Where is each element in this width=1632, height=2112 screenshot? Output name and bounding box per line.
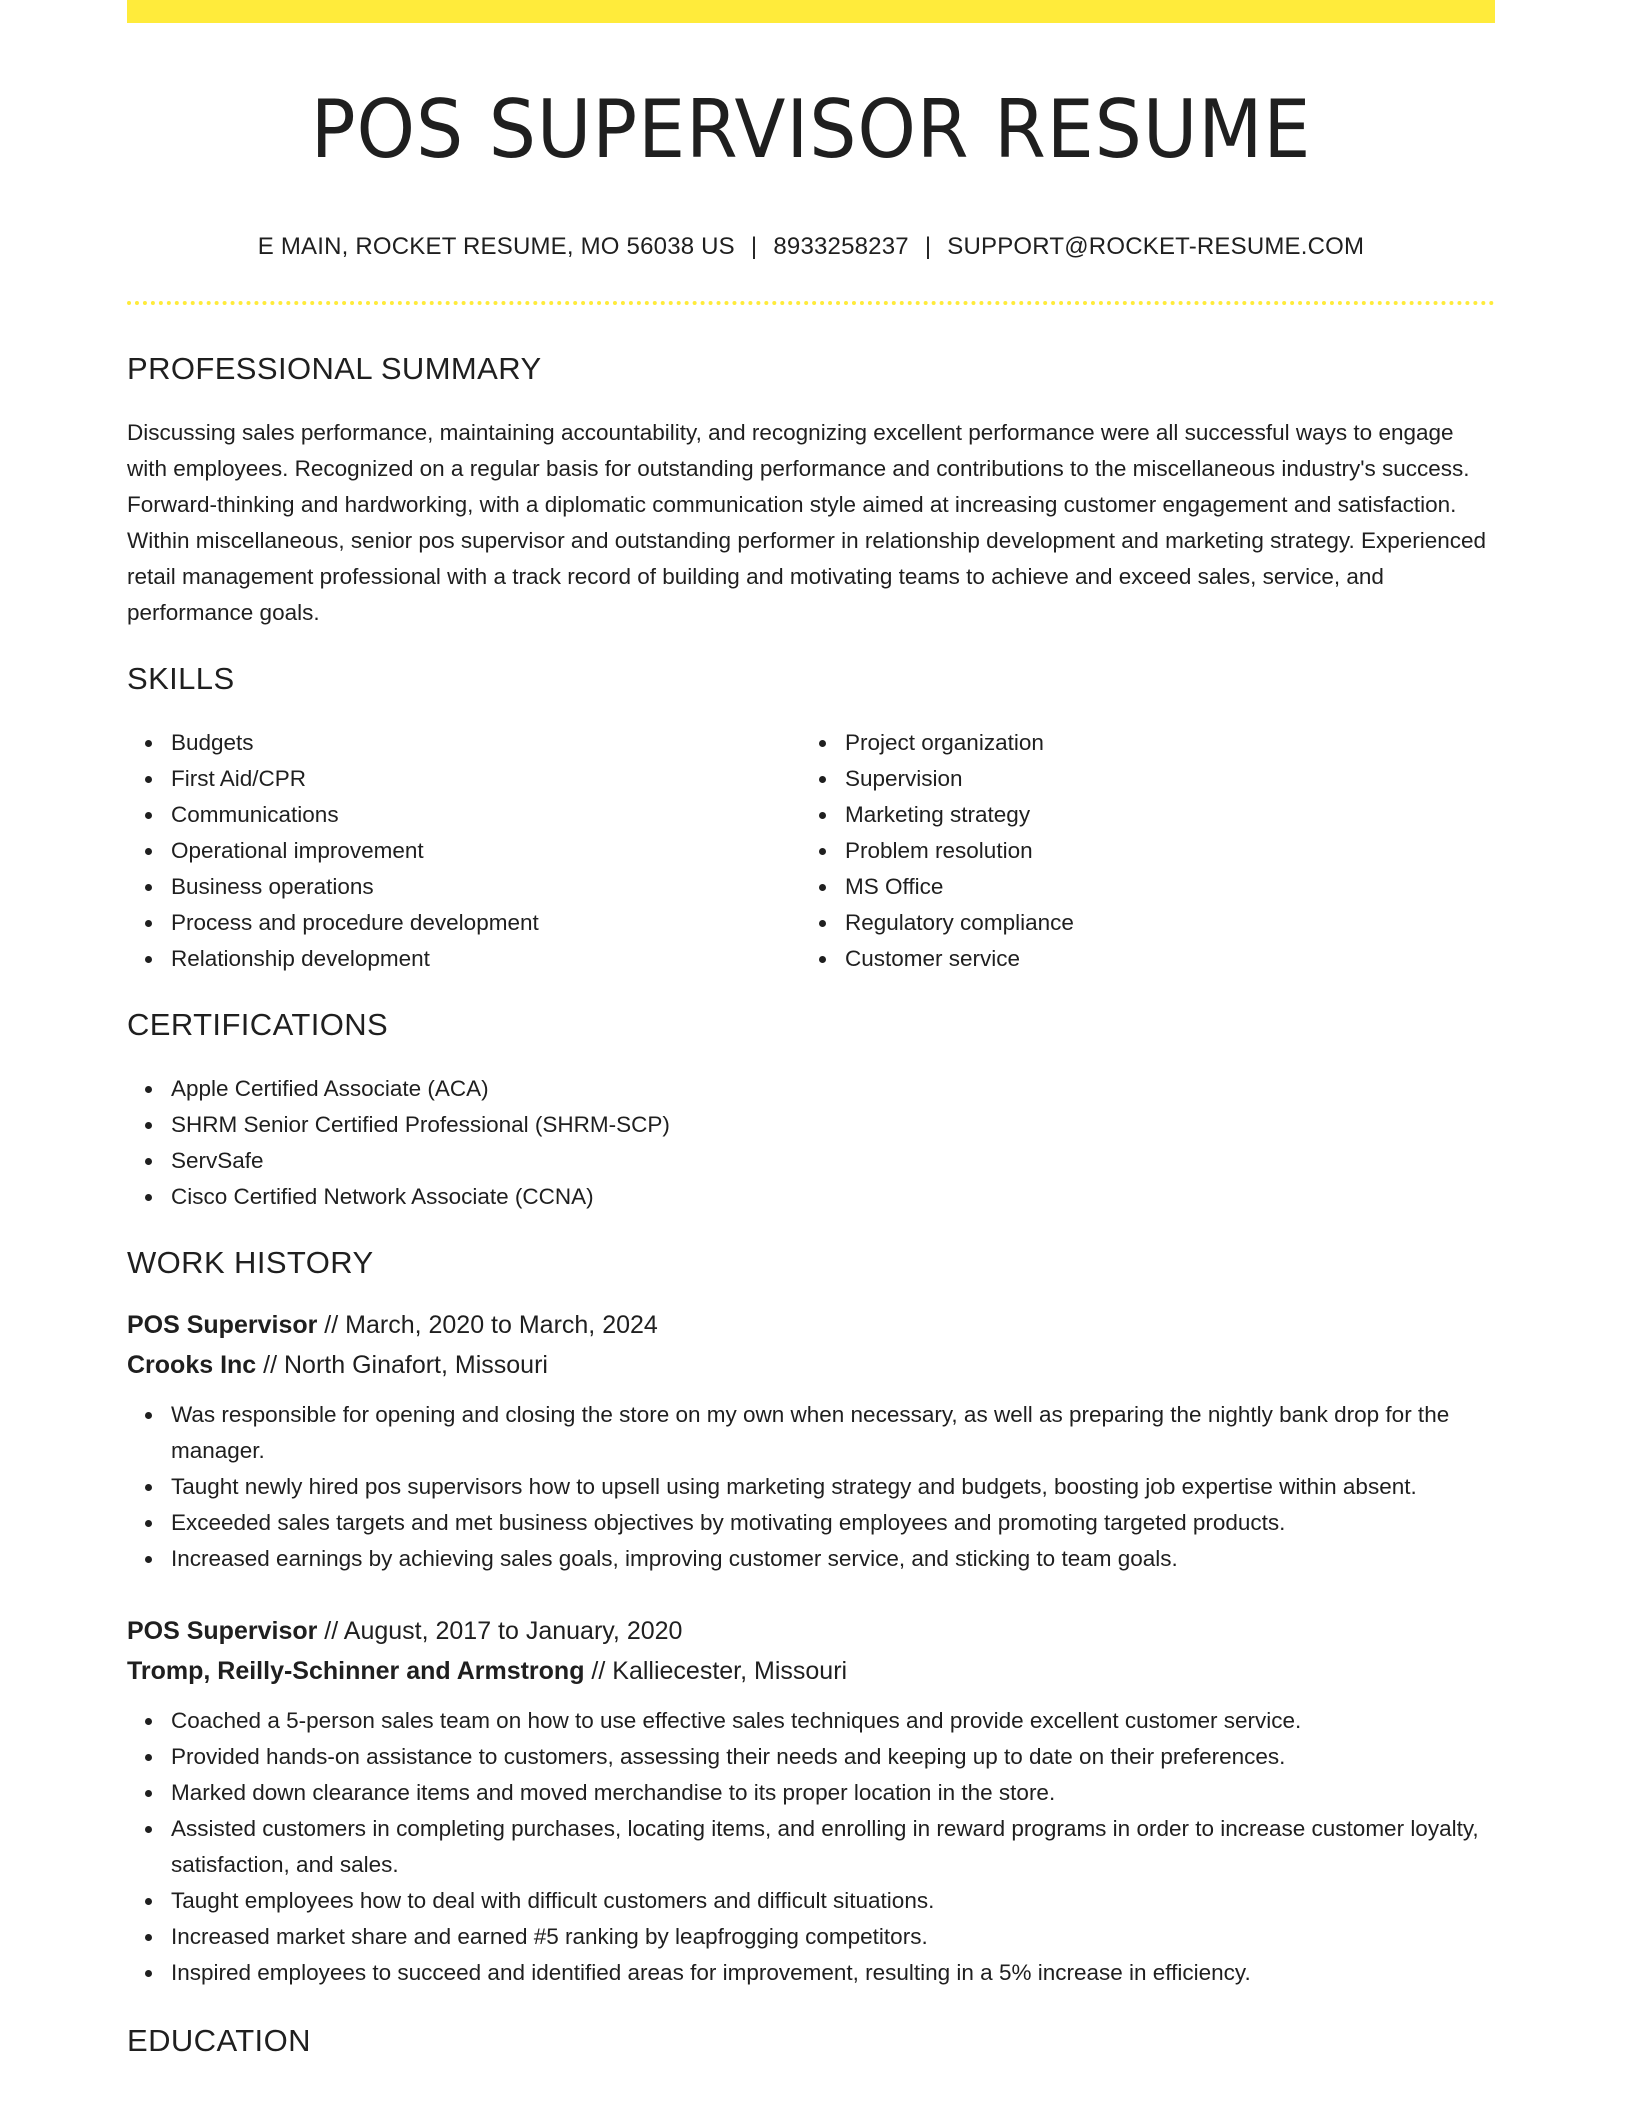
job-bullet: Exceeded sales targets and met business objectives by motivating employees and promoting targeted products. <box>127 1505 1495 1541</box>
job-entry <box>127 1611 1495 1991</box>
job-bullet: Coached a 5-person sales team on how to use effective sales techniques and provide excellent customer service. <box>127 1703 1495 1739</box>
job-title-line <box>127 1611 1495 1651</box>
job-dates: // March, 2020 to March, 2024 <box>317 1311 658 1339</box>
job-bullets <box>127 1703 1495 1991</box>
skills-heading: SKILLS <box>127 661 235 696</box>
skill-item: Relationship development <box>127 941 801 977</box>
skills-grid <box>127 725 1495 977</box>
job-bullet: Increased market share and earned #5 ranking by leapfrogging competitors. <box>127 1919 1495 1955</box>
job-bullet: Increased earnings by achieving sales goals, improving customer service, and sticking to team goals. <box>127 1541 1495 1577</box>
resume-page <box>127 0 1495 2061</box>
skill-item: Regulatory compliance <box>801 905 1475 941</box>
skills-column-right <box>801 725 1475 977</box>
job-title: POS Supervisor <box>127 1617 318 1645</box>
job-bullet: Taught newly hired pos supervisors how to upsell using marketing strategy and budgets, boosting job expertise within absent. <box>127 1469 1495 1505</box>
skill-item: First Aid/CPR <box>127 761 801 797</box>
skill-item: Operational improvement <box>127 833 801 869</box>
summary-text: Discussing sales performance, maintaining accountability, and recognizing excellent performance were all successful ways to engage with employees. Recognized on a regular basis for outstanding performance and contributions to the miscellaneous industry's success. Forward-thinking and hardworking, with a diplomatic communication style aimed at increasing customer engagement and satisfaction. Within miscellaneous, senior pos supervisor and outstanding performer in relationship development and marketing strategy. Experienced retail management professional with a track record of building and motivating teams to achieve and exceed sales, service, and performance goals. <box>127 420 1487 625</box>
certification-item: SHRM Senior Certified Professional (SHRM-SCP) <box>127 1107 1495 1143</box>
job-bullet: Assisted customers in completing purchases, locating items, and enrolling in reward programs in order to increase customer loyalty, satisfaction, and sales. <box>127 1811 1495 1883</box>
skill-item: Marketing strategy <box>801 797 1475 833</box>
certifications-heading: CERTIFICATIONS <box>127 1007 389 1042</box>
skills-column-left <box>127 725 801 977</box>
contact-address: E MAIN, ROCKET RESUME, MO 56038 US <box>257 233 735 260</box>
job-title-line <box>127 1305 1495 1345</box>
job-bullet: Taught employees how to deal with difficult customers and difficult situations. <box>127 1883 1495 1919</box>
skill-item: Budgets <box>127 725 801 761</box>
job-company-line <box>127 1345 1495 1385</box>
dotted-divider <box>127 301 1495 305</box>
certification-item: ServSafe <box>127 1143 1495 1179</box>
job-bullet: Inspired employees to succeed and identified areas for improvement, resulting in a 5% increase in efficiency. <box>127 1955 1495 1991</box>
job-bullet: Provided hands-on assistance to customers, assessing their needs and keeping up to date on their preferences. <box>127 1739 1495 1775</box>
skill-item: Business operations <box>127 869 801 905</box>
contact-separator: | <box>924 233 932 260</box>
job-entry <box>127 1305 1495 1577</box>
skill-item: Problem resolution <box>801 833 1475 869</box>
resume-title: POS SUPERVISOR RESUME <box>310 83 1312 176</box>
job-bullet: Was responsible for opening and closing the store on my own when necessary, as well as preparing the nightly bank drop for the manager. <box>127 1397 1495 1469</box>
work-history-heading: WORK HISTORY <box>127 1245 374 1280</box>
job-company: Crooks Inc <box>127 1351 257 1379</box>
accent-top-bar <box>127 0 1495 23</box>
contact-phone: 8933258237 <box>773 233 909 260</box>
job-dates: // August, 2017 to January, 2020 <box>317 1617 683 1645</box>
skill-item: Project organization <box>801 725 1475 761</box>
job-bullets <box>127 1397 1495 1577</box>
job-company-line <box>127 1651 1495 1691</box>
contact-email: SUPPORT@ROCKET-RESUME.COM <box>947 233 1365 260</box>
certifications-list <box>127 1071 1495 1215</box>
job-bullet: Marked down clearance items and moved merchandise to its proper location in the store. <box>127 1775 1495 1811</box>
contact-separator: | <box>750 233 758 260</box>
job-title: POS Supervisor <box>127 1311 318 1339</box>
job-location: // Kalliecester, Missouri <box>584 1657 848 1685</box>
contact-line <box>127 231 1495 263</box>
skill-item: Communications <box>127 797 801 833</box>
skill-item: Customer service <box>801 941 1475 977</box>
job-location: // North Ginafort, Missouri <box>256 1351 548 1379</box>
job-company: Tromp, Reilly-Schinner and Armstrong <box>127 1657 585 1685</box>
skill-item: Supervision <box>801 761 1475 797</box>
skill-item: MS Office <box>801 869 1475 905</box>
summary-heading: PROFESSIONAL SUMMARY <box>127 351 542 386</box>
education-heading: EDUCATION <box>127 2023 311 2058</box>
skill-item: Process and procedure development <box>127 905 801 941</box>
certification-item: Cisco Certified Network Associate (CCNA) <box>127 1179 1495 1215</box>
certification-item: Apple Certified Associate (ACA) <box>127 1071 1495 1107</box>
